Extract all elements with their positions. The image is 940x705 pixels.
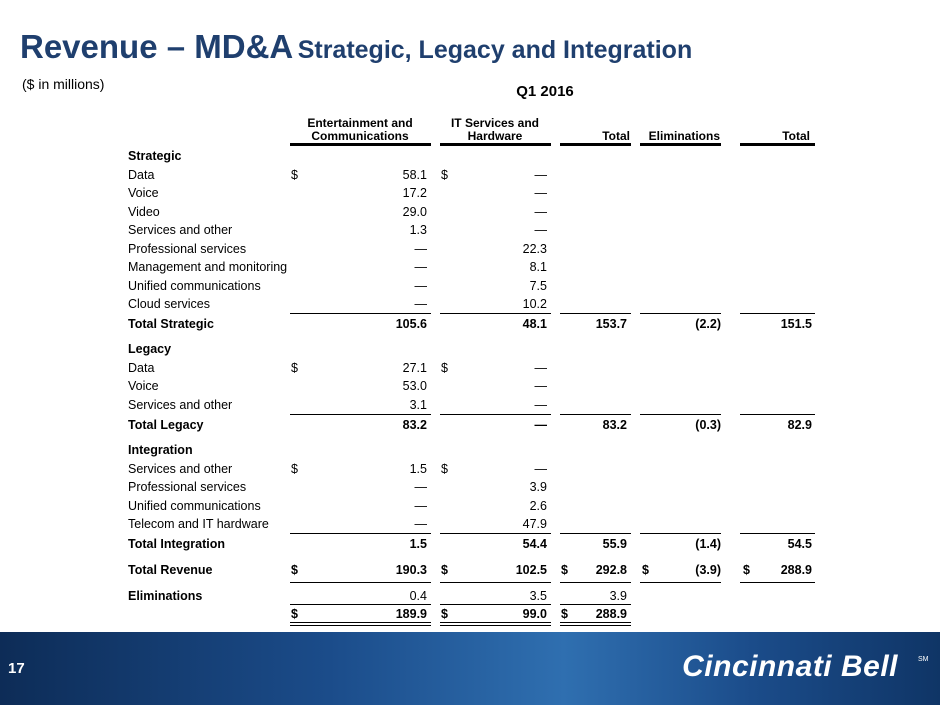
cell-it: — [534, 204, 547, 219]
total-underline [290, 414, 431, 415]
col-header-total2: Total [782, 129, 810, 143]
total-label-strategic: Total Strategic [128, 317, 214, 331]
total-underline [440, 414, 551, 415]
cell-ec: — [414, 278, 427, 293]
cell-total1: 83.2 [602, 417, 627, 432]
row-label: Professional services [128, 241, 247, 256]
total-underline [740, 533, 815, 534]
units-note: ($ in millions) [22, 76, 105, 92]
cell-elim: (0.3) [695, 417, 721, 432]
total-underline [640, 414, 721, 415]
cell-it: 47.9 [522, 517, 547, 531]
row-label: Data [128, 360, 155, 375]
section-heading-integration: Integration [128, 443, 193, 457]
cell-ec: 27.1 [402, 360, 427, 375]
cell-it: 99.0 [522, 607, 547, 621]
dollar-sign: $ [441, 360, 448, 375]
total-underline [440, 582, 551, 583]
cell-it: 48.1 [522, 317, 547, 331]
cell-ec: 1.5 [409, 461, 427, 476]
dollar-sign: $ [291, 607, 298, 621]
title-sub: Strategic, Legacy and Integration [297, 36, 693, 64]
cell-ec: 17.2 [402, 186, 427, 200]
col-header-it: IT Services and Hardware [450, 116, 540, 143]
total-underline [740, 414, 815, 415]
cell-ec: — [414, 297, 427, 311]
section-heading-legacy: Legacy [128, 342, 172, 356]
cell-elim: (3.9) [695, 563, 721, 577]
total-label-integration: Total Integration [128, 537, 225, 551]
row-label: Unified communications [128, 498, 261, 513]
dollar-sign: $ [561, 607, 568, 621]
dollar-sign: $ [441, 607, 448, 621]
cell-ec: 1.3 [409, 223, 427, 237]
dollar-sign: $ [441, 563, 448, 577]
double-underline [290, 622, 431, 626]
total-underline [560, 533, 631, 534]
cell-it: — [534, 186, 547, 200]
cell-total2: 54.5 [787, 537, 812, 551]
section-heading-strategic: Strategic [128, 149, 182, 163]
dollar-sign: $ [642, 563, 649, 577]
cell-total1: 3.9 [609, 589, 627, 603]
cell-ec: — [414, 498, 427, 513]
cell-total2: 288.9 [780, 563, 812, 577]
cell-it: — [534, 223, 547, 237]
cell-it: 7.5 [529, 278, 547, 293]
dollar-sign: $ [441, 461, 448, 476]
page-title [20, 28, 692, 66]
cell-total2: 82.9 [787, 417, 812, 432]
total-underline [440, 604, 551, 605]
cell-ec: 1.5 [409, 537, 427, 551]
cell-ec: — [414, 480, 427, 494]
cell-total2: 151.5 [780, 317, 812, 331]
cell-it: 10.2 [522, 297, 547, 311]
cell-ec: 189.9 [395, 607, 427, 621]
header-underline [740, 143, 815, 146]
page-number: 17 [8, 660, 25, 677]
total-underline [560, 582, 631, 583]
row-label: Management and monitoring [128, 260, 288, 274]
cell-it: 22.3 [522, 241, 547, 256]
row-label: Data [128, 167, 155, 182]
header-underline [560, 143, 631, 146]
cell-total1: 153.7 [595, 317, 627, 331]
cell-ec: 190.3 [395, 563, 427, 577]
cell-ec: — [414, 517, 427, 531]
total-underline [640, 533, 721, 534]
row-label: Cloud services [128, 297, 210, 311]
total-underline [290, 313, 431, 314]
header-underline [440, 143, 551, 146]
eliminations-label: Eliminations [128, 589, 203, 603]
cell-it: — [534, 167, 547, 182]
cell-it: — [534, 417, 547, 432]
dollar-sign: $ [291, 167, 298, 182]
col-header-total1: Total [602, 129, 630, 143]
total-underline [560, 604, 631, 605]
cell-elim: (1.4) [695, 537, 721, 551]
dollar-sign: $ [743, 563, 750, 577]
cell-it: 2.6 [529, 498, 547, 513]
cell-ec: 105.6 [395, 317, 427, 331]
dollar-sign: $ [291, 563, 298, 577]
total-underline [290, 533, 431, 534]
dollar-sign: $ [441, 167, 448, 182]
row-label: Services and other [128, 461, 233, 476]
cell-ec: 83.2 [402, 417, 427, 432]
total-underline [740, 582, 815, 583]
cell-total1: 288.9 [595, 607, 627, 621]
total-label-legacy: Total Legacy [128, 417, 204, 432]
cell-it: 54.4 [522, 537, 547, 551]
cell-it: 3.9 [529, 480, 547, 494]
row-label: Video [128, 204, 160, 219]
cell-ec: 58.1 [402, 167, 427, 182]
row-label: Voice [128, 379, 159, 393]
period-heading: Q1 2016 [516, 83, 574, 100]
total-underline [640, 582, 721, 583]
total-underline [560, 414, 631, 415]
cell-ec: 53.0 [402, 379, 427, 393]
company-logo: Cincinnati Bell [682, 650, 898, 683]
cell-it: — [534, 360, 547, 375]
row-label: Services and other [128, 397, 233, 412]
cell-ec: 29.0 [402, 204, 427, 219]
cell-it: — [534, 397, 547, 412]
double-underline [560, 622, 631, 626]
row-label: Telecom and IT hardware [128, 517, 269, 531]
cell-it: 8.1 [529, 260, 547, 274]
cell-it: 102.5 [515, 563, 547, 577]
double-underline [440, 622, 551, 626]
cell-ec: 3.1 [409, 397, 427, 412]
dollar-sign: $ [291, 461, 298, 476]
dollar-sign: $ [561, 563, 568, 577]
total-underline [560, 313, 631, 314]
total-underline [440, 533, 551, 534]
cell-it: — [534, 379, 547, 393]
row-label: Unified communications [128, 278, 261, 293]
total-underline [640, 313, 721, 314]
cell-ec: — [414, 241, 427, 256]
total-underline [290, 604, 431, 605]
row-label: Professional services [128, 480, 247, 494]
header-underline [640, 143, 721, 146]
service-mark: SM [918, 656, 929, 663]
total-underline [440, 313, 551, 314]
cell-it: — [534, 461, 547, 476]
cell-ec: — [414, 260, 427, 274]
cell-ec: 0.4 [409, 589, 427, 603]
header-underline [290, 143, 431, 146]
total-underline [740, 313, 815, 314]
cell-it: 3.5 [529, 589, 547, 603]
cell-elim: (2.2) [695, 317, 721, 331]
cell-total1: 55.9 [602, 537, 627, 551]
row-label: Voice [128, 186, 159, 200]
cell-total1: 292.8 [595, 563, 627, 577]
dollar-sign: $ [291, 360, 298, 375]
row-label: Services and other [128, 223, 233, 237]
total-revenue-label: Total Revenue [128, 563, 213, 577]
title-main: Revenue – MD&A [20, 28, 294, 65]
col-header-ec: Entertainment and Communications [307, 116, 413, 143]
total-underline [290, 582, 431, 583]
col-header-eliminations: Eliminations [648, 129, 720, 143]
